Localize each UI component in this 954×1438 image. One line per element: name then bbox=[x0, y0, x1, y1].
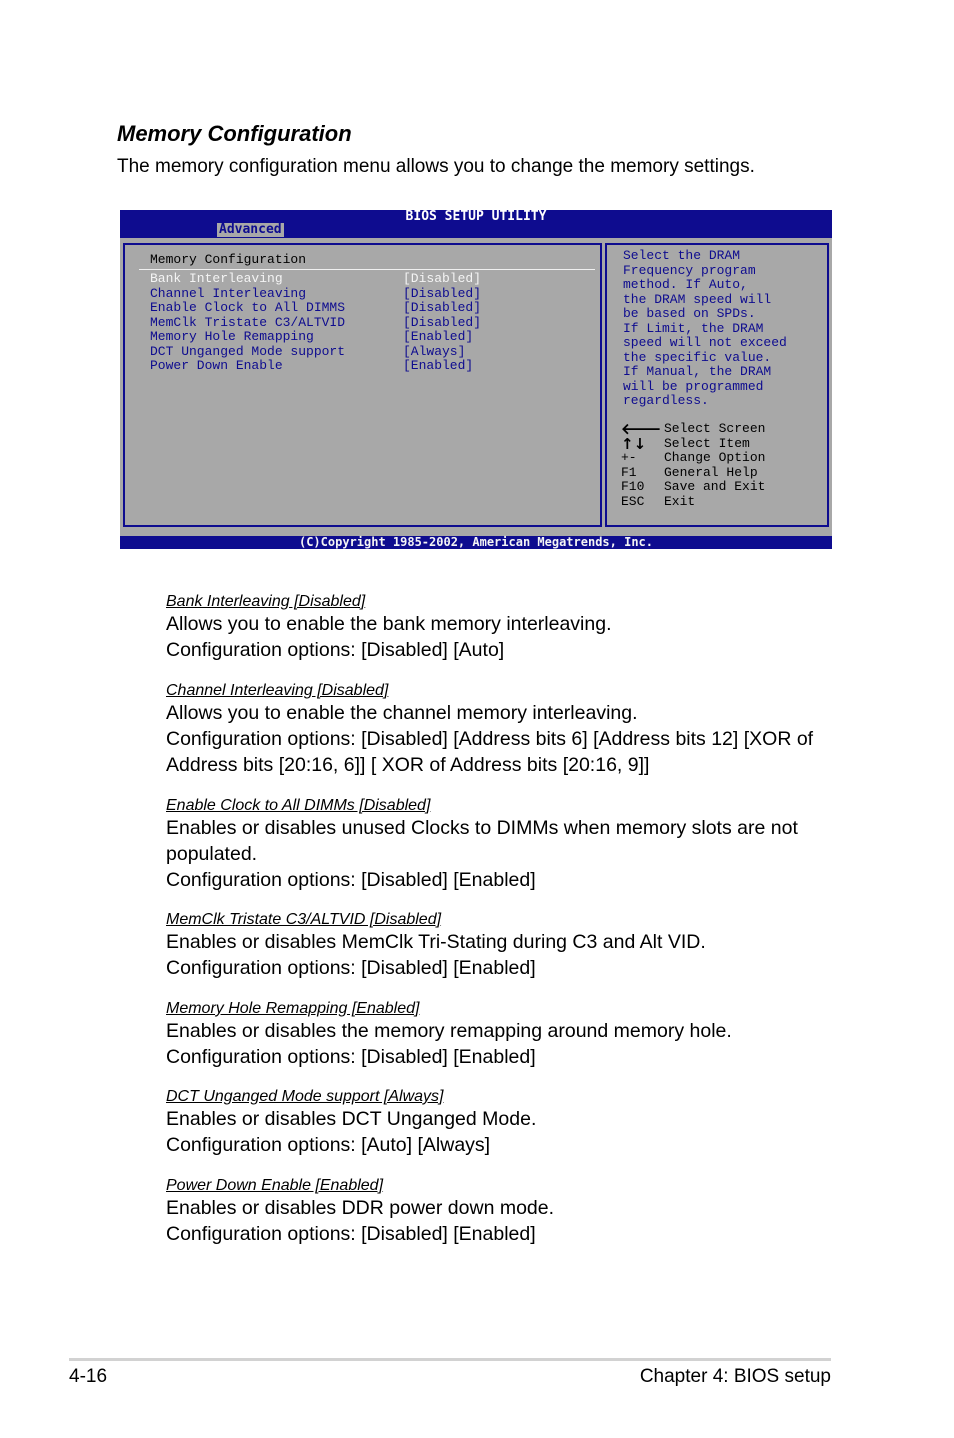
bios-item-dct-unganged[interactable] bbox=[150, 345, 590, 360]
help-line: regardless. bbox=[623, 393, 709, 408]
desc-heading: Bank Interleaving [Disabled] bbox=[166, 593, 366, 610]
key-desc: General Help bbox=[664, 464, 758, 480]
desc-power-down bbox=[166, 1176, 554, 1248]
bios-screen bbox=[120, 210, 832, 549]
desc-line: Configuration options: [Disabled] [Enabled] bbox=[166, 956, 536, 979]
desc-line: populated. bbox=[166, 842, 258, 865]
bios-header bbox=[120, 210, 832, 238]
chapter-title: Chapter 4: BIOS setup bbox=[639, 1366, 831, 1387]
bios-copyright: (C)Copyright 1985-2002, American Megatrends, Inc. bbox=[120, 536, 832, 549]
divider bbox=[139, 269, 595, 270]
desc-enable-clock bbox=[166, 796, 798, 893]
footer-divider bbox=[69, 1358, 831, 1361]
tab-advanced[interactable]: Advanced bbox=[219, 222, 282, 237]
bios-item-value: [Enabled] bbox=[403, 329, 474, 344]
desc-line: Configuration options: [Disabled] [Address bits 6] [Address bits 12] [XOR of bbox=[166, 727, 814, 750]
desc-line: Enables or disables DDR power down mode. bbox=[166, 1197, 555, 1219]
key-label: +- bbox=[621, 450, 637, 466]
key-desc: Exit bbox=[664, 493, 696, 509]
bios-item-bank-interleaving[interactable] bbox=[150, 272, 590, 287]
bios-item-value: [Disabled] bbox=[403, 300, 482, 315]
desc-heading: DCT Unganged Mode support [Always] bbox=[166, 1088, 444, 1105]
desc-line: Enables or disables unused Clocks to DIMMs when memory slots are not bbox=[166, 817, 798, 839]
desc-heading: MemClk Tristate C3/ALTVID [Disabled] bbox=[166, 911, 442, 928]
bios-item-memory-hole-remapping[interactable] bbox=[150, 330, 590, 345]
section-title: Memory Configuration bbox=[117, 121, 352, 146]
bios-item-channel-interleaving[interactable] bbox=[150, 287, 590, 302]
bios-item-enable-clock[interactable] bbox=[150, 301, 590, 316]
desc-heading: Power Down Enable [Enabled] bbox=[166, 1177, 384, 1194]
bios-item-value: [Always] bbox=[403, 343, 466, 359]
key-desc: Select Screen bbox=[664, 421, 766, 436]
bios-item-label: DCT Unganged Mode support bbox=[150, 343, 346, 359]
key-label: F10 bbox=[621, 479, 645, 495]
desc-line: Configuration options: [Auto] [Always] bbox=[166, 1133, 491, 1156]
help-line: If Limit, the DRAM bbox=[623, 320, 764, 336]
desc-heading: Memory Hole Remapping [Enabled] bbox=[166, 1000, 420, 1017]
key-label: ESC bbox=[621, 493, 645, 509]
bios-main-panel bbox=[123, 243, 602, 527]
desc-line: Address bits [20:16, 6]] [ XOR of Address bits [20:16, 9]] bbox=[166, 753, 650, 776]
bios-item-power-down[interactable] bbox=[150, 359, 590, 374]
desc-heading: Enable Clock to All DIMMs [Disabled] bbox=[166, 797, 431, 814]
bios-item-value: [Disabled] bbox=[403, 285, 482, 301]
help-line: the specific value. bbox=[623, 349, 772, 365]
bios-item-memclk-tristate[interactable] bbox=[150, 316, 590, 331]
help-line: method. If Auto, bbox=[623, 277, 748, 292]
bios-item-value: [Disabled] bbox=[403, 314, 482, 330]
bios-item-value: [Disabled] bbox=[403, 271, 482, 286]
desc-line: Enables or disables the memory remapping around memory hole. bbox=[166, 1020, 732, 1042]
desc-line: Enables or disables MemClk Tri-Stating during C3 and Alt VID. bbox=[166, 931, 706, 953]
bios-main-title: Memory Configuration bbox=[150, 252, 307, 267]
bios-help-panel bbox=[605, 243, 829, 527]
help-line: will be programmed bbox=[623, 378, 764, 394]
key-desc: Change Option bbox=[664, 450, 766, 466]
bios-item-label: MemClk Tristate C3/ALTVID bbox=[150, 314, 346, 330]
help-line: If Manual, the DRAM bbox=[623, 364, 772, 379]
desc-line: Allows you to enable the bank memory interleaving. bbox=[166, 613, 612, 635]
page-number: 4-16 bbox=[69, 1366, 108, 1387]
help-line: the DRAM speed will bbox=[623, 291, 772, 307]
desc-memory-hole-remapping bbox=[166, 999, 732, 1071]
bios-title: BIOS SETUP UTILITY bbox=[405, 209, 547, 224]
desc-bank-interleaving bbox=[166, 592, 612, 664]
key-label: F1 bbox=[621, 464, 637, 480]
key-desc: Select Item bbox=[664, 435, 750, 451]
help-text bbox=[623, 249, 787, 409]
bios-item-label: Enable Clock to All DIMMS bbox=[150, 300, 346, 315]
bios-item-label: Bank Interleaving bbox=[150, 271, 283, 286]
help-line: Select the DRAM bbox=[623, 248, 741, 263]
help-line: be based on SPDs. bbox=[623, 306, 756, 321]
help-line: Frequency program bbox=[623, 262, 756, 278]
bios-item-label: Channel Interleaving bbox=[150, 285, 307, 301]
desc-line: Allows you to enable the channel memory interleaving. bbox=[166, 702, 638, 724]
left-arrow-icon: 🡐 bbox=[621, 420, 662, 438]
desc-line: Configuration options: [Disabled] [Enabled] bbox=[166, 1045, 536, 1068]
desc-channel-interleaving bbox=[166, 681, 813, 778]
bios-item-value: [Enabled] bbox=[403, 358, 474, 373]
bios-item-list bbox=[150, 272, 590, 374]
desc-dct-unganged bbox=[166, 1087, 536, 1159]
bios-item-label: Memory Hole Remapping bbox=[150, 329, 314, 344]
desc-line: Enables or disables DCT Unganged Mode. bbox=[166, 1108, 537, 1130]
section-intro: The memory configuration menu allows you to change the memory settings. bbox=[117, 156, 755, 177]
bios-item-label: Power Down Enable bbox=[150, 358, 283, 373]
help-line: speed will not exceed bbox=[623, 335, 787, 350]
key-desc: Save and Exit bbox=[664, 479, 766, 495]
desc-heading: Channel Interleaving [Disabled] bbox=[166, 682, 389, 699]
desc-line: Configuration options: [Disabled] [Enabled] bbox=[166, 1222, 536, 1245]
up-down-arrow-icon: ↑↓ bbox=[621, 434, 647, 453]
desc-line: Configuration options: [Disabled] [Auto] bbox=[166, 638, 505, 661]
desc-memclk-tristate bbox=[166, 910, 706, 982]
desc-line: Configuration options: [Disabled] [Enabled] bbox=[166, 868, 536, 891]
